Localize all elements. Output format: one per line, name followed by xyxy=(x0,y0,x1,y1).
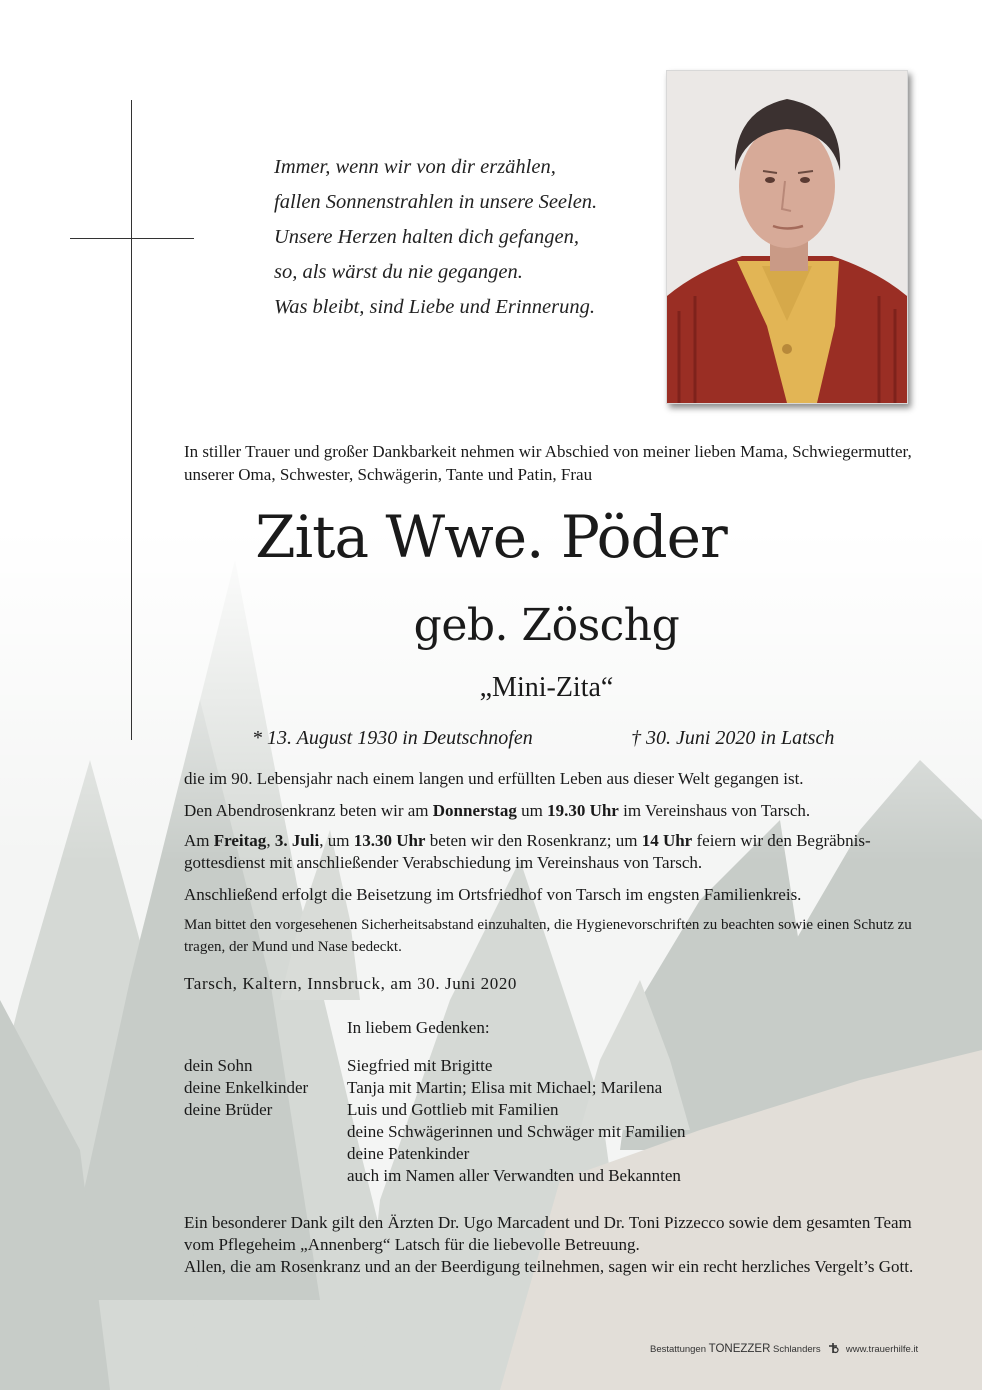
place-date: Tarsch, Kaltern, Innsbruck, am 30. Juni 2020 xyxy=(184,974,518,993)
footer-town: Schlanders xyxy=(773,1344,821,1356)
portrait-photo xyxy=(666,70,908,404)
poem xyxy=(274,150,597,325)
intro-text: In stiller Trauer und großer Dankbarkeit nehmen wir Abschied von meiner lieben Mama, Schwiegermutter, unserer Oma, Schwester, Schwägerin, Tante und Patin, Frau xyxy=(184,442,912,484)
poem-line: fallen Sonnenstrahlen in unsere Seelen. xyxy=(274,191,598,213)
thanks-attendees: Allen, die am Rosenkranz und an der Beerdigung teilnehmen, sagen wir ein recht herzliches Vergelt’s Gott. xyxy=(184,1257,914,1276)
poem-line: so, als wärst du nie gegangen. xyxy=(274,261,523,283)
memory-heading: In liebem Gedenken: xyxy=(347,1018,490,1037)
cross-horizontal-line xyxy=(70,238,194,239)
relative-names: deine Schwägerinnen und Schwäger mit Familien xyxy=(347,1122,686,1141)
rosary-text: Den Abendrosenkranz beten wir am Donnerstag um 19.30 Uhr im Vereinshaus von Tarsch. xyxy=(184,801,811,820)
birth-date: * 13. August 1930 in Deutschnofen xyxy=(252,727,533,749)
relative-names: auch im Namen aller Verwandten und Bekannten xyxy=(347,1166,681,1185)
footer-credit xyxy=(650,1342,918,1357)
birth-name: geb. Zöschg xyxy=(413,600,680,651)
trauerhilfe-logo-icon xyxy=(826,1342,840,1357)
life-text: die im 90. Lebensjahr nach einem langen und erfüllten Leben aus dieser Welt gegangen ist. xyxy=(184,769,804,788)
thanks-doctors: Ein besonderer Dank gilt den Ärzten Dr. Ugo Marcadent und Dr. Toni Pizzecco sowie dem gesamten Team vom Pflegeheim „Annenberg“ Latsch für die liebevolle Betreuung. xyxy=(184,1213,912,1254)
relative-names: Siegfried mit Brigitte xyxy=(347,1056,493,1075)
footer-url[interactable]: www.trauerhilfe.it xyxy=(845,1344,919,1356)
nickname: „Mini-Zita“ xyxy=(479,672,614,703)
relative-role: deine Enkelkinder xyxy=(184,1078,309,1097)
relative-names: Luis und Gottlieb mit Familien xyxy=(347,1100,559,1119)
safety-notice: Man bittet den vorgesehenen Sicherheitsabstand einzuhalten, die Hygienevorschriften zu beachten sowie einen Schutz zu tragen, der Mund und Nase bedeckt. xyxy=(184,917,912,955)
relative-names: deine Patenkinder xyxy=(347,1144,470,1163)
footer-prefix: Bestattungen xyxy=(650,1344,706,1356)
deceased-name: Zita Wwe. Pöder xyxy=(255,503,727,571)
poem-line: Was bleibt, sind Liebe und Erinnerung. xyxy=(274,296,595,318)
death-date: † 30. Juni 2020 in Latsch xyxy=(631,727,835,749)
poem-line: Unsere Herzen halten dich gefangen, xyxy=(274,226,579,248)
burial-text: Anschließend erfolgt die Beisetzung im Ortsfriedhof von Tarsch im engsten Familienkreis. xyxy=(184,885,802,904)
funeral-text: Am Freitag, 3. Juli, um 13.30 Uhr beten wir den Rosenkranz; um 14 Uhr feiern wir den Begräbnisgottesdienst mit anschließender Verabschiedung im Vereinshaus von Tarsch. xyxy=(184,831,871,872)
relative-names: Tanja mit Martin; Elisa mit Michael; Marilena xyxy=(347,1078,663,1097)
poem-line: Immer, wenn wir von dir erzählen, xyxy=(274,156,556,178)
relative-role: dein Sohn xyxy=(184,1056,253,1075)
footer-firm: TONEZZER xyxy=(708,1343,771,1356)
relative-role: deine Brüder xyxy=(184,1100,273,1119)
